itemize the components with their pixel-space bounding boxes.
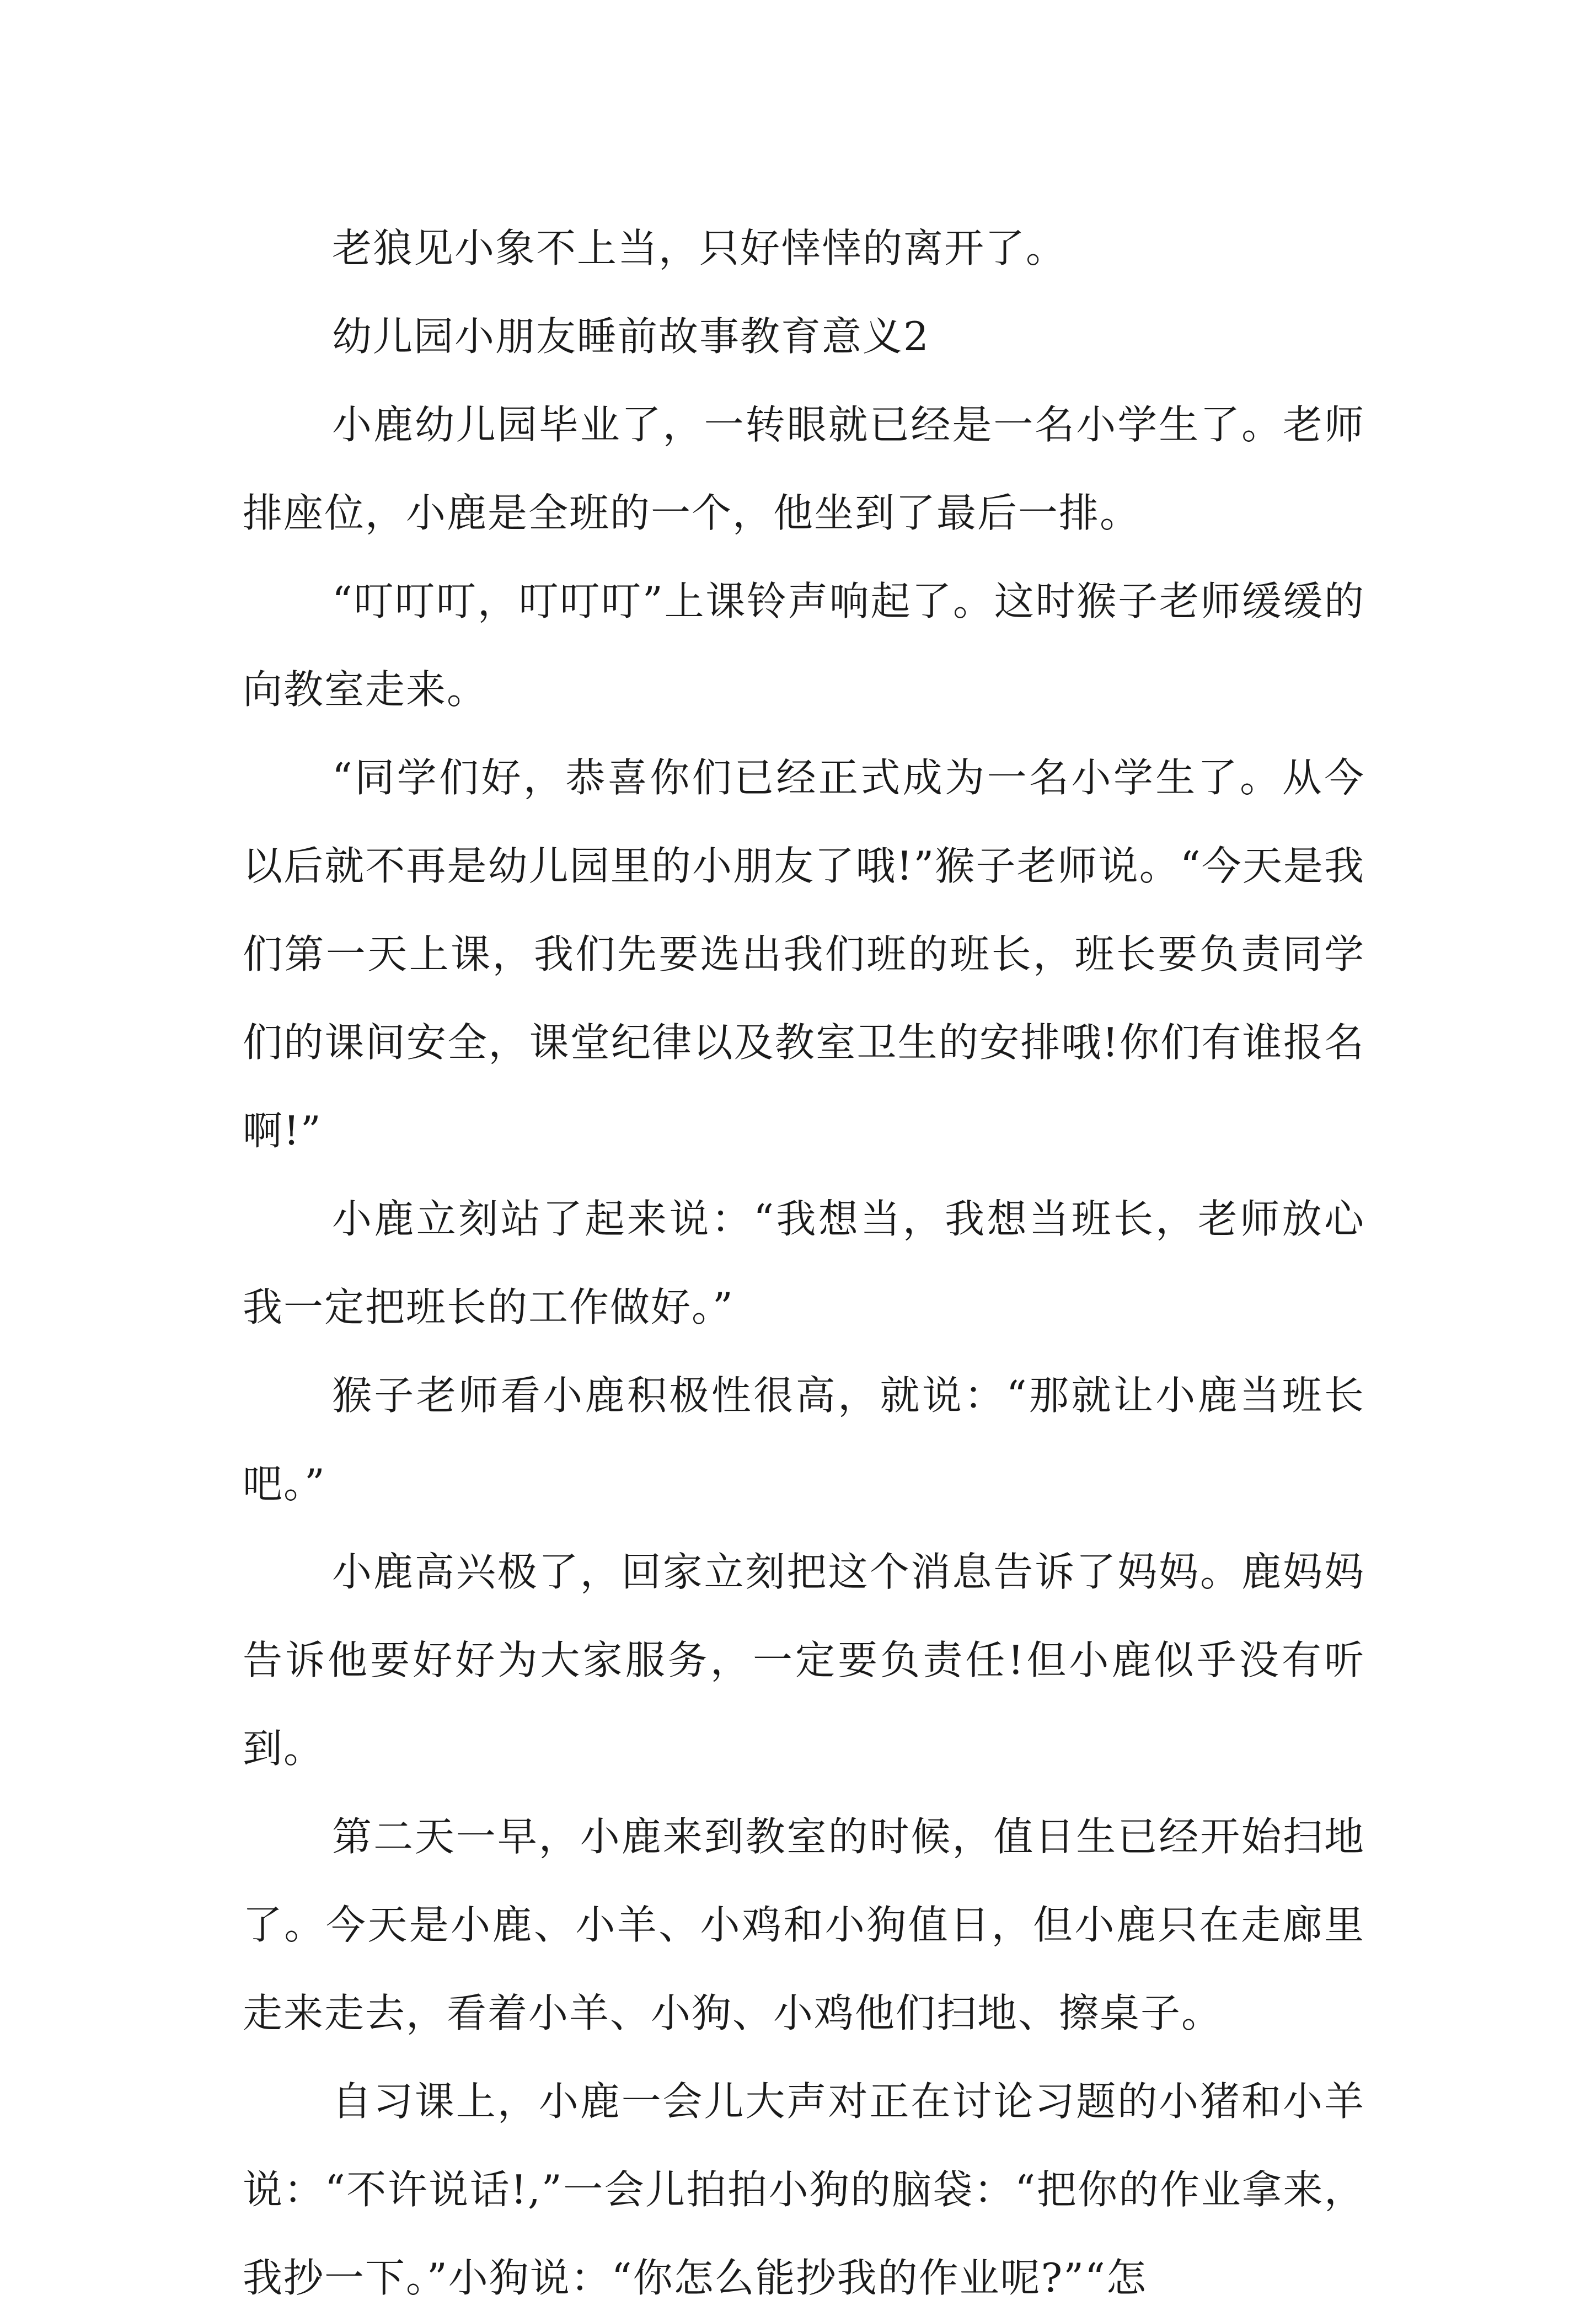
- paragraph-3: “叮叮叮，叮叮叮”上课铃声响起了。这时猴子老师缓缓的向教室走来。: [243, 578, 1365, 713]
- paragraph-6: 猴子老师看小鹿积极性很高，就说：“那就让小鹿当班长吧。”: [243, 1372, 1365, 1507]
- document-body: [243, 204, 1365, 2322]
- section-heading: 幼儿园小朋友睡前故事教育意义2: [332, 313, 930, 360]
- paragraph-9: 自习课上，小鹿一会儿大声对正在讨论习题的小猪和小羊说：“不许说话!,”一会儿拍拍小狗的脑袋：“把你的作业拿来，我抄一下。”小狗说：“你怎么能抄我的作业呢?”“怎: [243, 2078, 1365, 2301]
- paragraph-4: “同学们好，恭喜你们已经正式成为一名小学生了。从今以后就不再是幼儿园里的小朋友了哦!”猴子老师说。“今天是我们第一天上课，我们先要选出我们班的班长，班长要负责同学们的课间安全，课堂纪律以及教室卫生的安排哦!你们有谁报名啊!”: [243, 755, 1365, 1154]
- paragraph-2: 小鹿幼儿园毕业了，一转眼就已经是一名小学生了。老师排座位，小鹿是全班的一个，他坐到了最后一排。: [243, 402, 1365, 536]
- paragraph-1: 老狼见小象不上当，只好悻悻的离开了。: [332, 225, 1067, 271]
- paragraph-8: 第二天一早，小鹿来到教室的时候，值日生已经开始扫地了。今天是小鹿、小羊、小鸡和小狗值日，但小鹿只在走廊里走来走去，看着小羊、小狗、小鸡他们扫地、擦桌子。: [243, 1813, 1365, 2036]
- paragraph-5: 小鹿立刻站了起来说：“我想当，我想当班长，老师放心我一定把班长的工作做好。”: [243, 1196, 1365, 1330]
- paragraph-7: 小鹿高兴极了，回家立刻把这个消息告诉了妈妈。鹿妈妈告诉他要好好为大家服务，一定要负责任!但小鹿似乎没有听到。: [243, 1549, 1365, 1772]
